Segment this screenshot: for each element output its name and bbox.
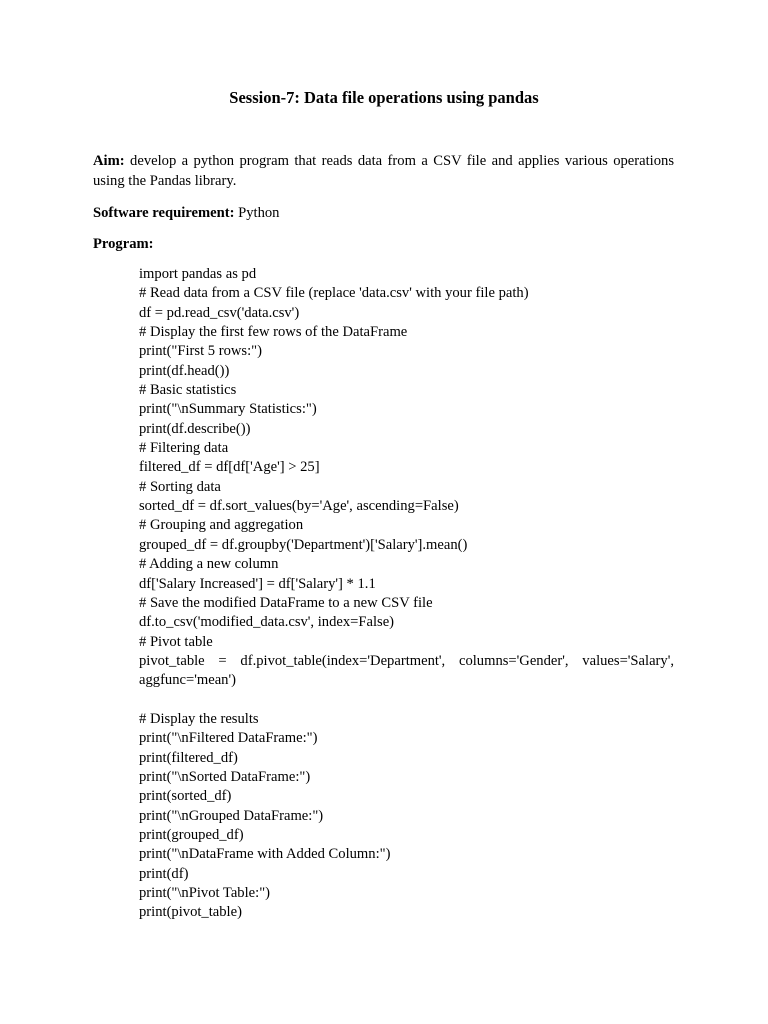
- code-line: sorted_df = df.sort_values(by='Age', ascending=False): [139, 498, 459, 515]
- code-line: # Grouping and aggregation: [139, 517, 304, 534]
- code-line: print(grouped_df): [139, 826, 244, 843]
- code-line: print("\nSummary Statistics:"): [139, 401, 317, 418]
- code-line: print(df): [139, 865, 189, 882]
- code-line: df.to_csv('modified_data.csv', index=False): [139, 614, 395, 631]
- code-line: print("First 5 rows:"): [139, 343, 262, 360]
- code-line: # Read data from a CSV file (replace 'data.csv' with your file path): [139, 285, 529, 302]
- code-line: print("\nFiltered DataFrame:"): [139, 730, 318, 747]
- software-requirement: [93, 203, 279, 223]
- code-line: pivot_table = df.pivot_table(index='Department', columns='Gender', values='Salary', aggfunc='mean'): [139, 652, 674, 689]
- code-line: print(df.head()): [139, 362, 230, 379]
- program-code: [139, 265, 674, 923]
- code-line: # Basic statistics: [139, 382, 237, 399]
- aim-text: develop a python program that reads data from a CSV file and applies various operations using the Pandas library.: [93, 153, 674, 189]
- code-line: print(pivot_table): [139, 904, 242, 921]
- code-line: print("\nGrouped DataFrame:"): [139, 807, 324, 824]
- code-line: [139, 691, 674, 710]
- software-value: Python: [238, 205, 280, 221]
- code-line: import pandas as pd: [139, 266, 257, 282]
- code-line: # Filtering data: [139, 440, 229, 457]
- code-line: # Adding a new column: [139, 556, 279, 573]
- code-line: # Sorting data: [139, 478, 221, 495]
- code-line: print("\nSorted DataFrame:"): [139, 768, 311, 785]
- code-line: df['Salary Increased'] = df['Salary'] * 1.1: [139, 575, 376, 592]
- code-line: grouped_df = df.groupby('Department')['Salary'].mean(): [139, 536, 468, 553]
- code-line: print(df.describe()): [139, 420, 251, 437]
- code-line: print("\nPivot Table:"): [139, 885, 271, 901]
- code-line: # Display the results: [139, 710, 259, 727]
- code-line: print("\nDataFrame with Added Column:"): [139, 846, 391, 863]
- code-line: # Pivot table: [139, 633, 213, 650]
- aim-label: Aim:: [93, 153, 125, 169]
- program-label: Program:: [93, 236, 154, 252]
- page-title: Session-7: Data file operations using pandas: [229, 88, 539, 107]
- code-line: df = pd.read_csv('data.csv'): [139, 304, 300, 321]
- code-line: # Save the modified DataFrame to a new CSV file: [139, 594, 433, 611]
- aim-paragraph: [93, 151, 674, 191]
- code-line: # Display the first few rows of the DataFrame: [139, 324, 408, 341]
- code-line: print(sorted_df): [139, 788, 232, 805]
- code-line: print(filtered_df): [139, 749, 238, 766]
- code-line: filtered_df = df[df['Age'] > 25]: [139, 459, 320, 476]
- software-label: Software requirement:: [93, 205, 235, 221]
